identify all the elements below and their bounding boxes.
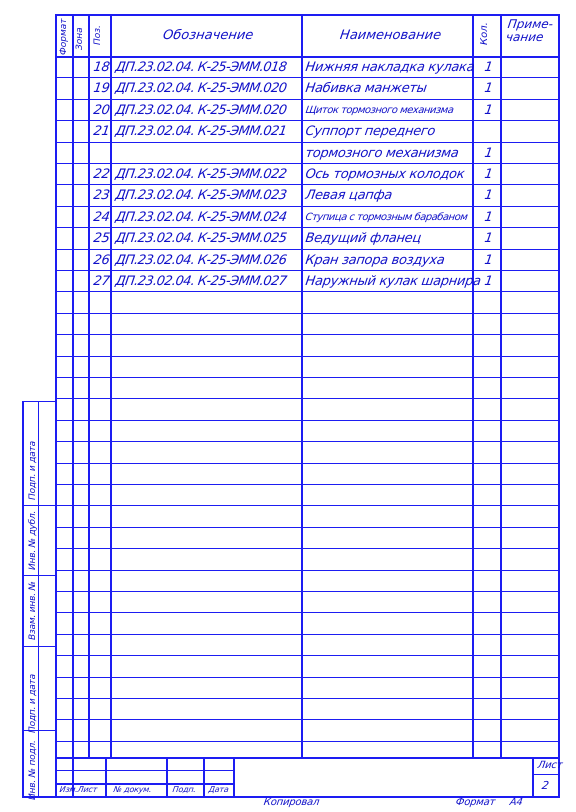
row-quantity: 1 (483, 252, 494, 268)
row-designation: ДП.23.02.04. К-25-ЭММ.020 (114, 81, 288, 97)
side-label-dup-inv: Инв. № дубл. (28, 510, 38, 570)
side-label-sign-date-1: Подп. и дата (28, 441, 38, 500)
side-stamp-line (22, 575, 56, 576)
row-line (55, 334, 558, 335)
row-name: Кран запора воздуха (304, 252, 446, 268)
title-sheet-line (532, 774, 558, 775)
row-name: Ступица с тормозным барабаном (304, 211, 468, 223)
side-stamp-line (22, 646, 56, 647)
row-line (55, 377, 558, 378)
row-line (55, 612, 558, 613)
row-designation: ДП.23.02.04. К-25-ЭММ.022 (114, 167, 288, 182)
header-name: Наименование (339, 28, 443, 43)
title-sheet-divider (532, 757, 534, 797)
title-col-line (166, 757, 168, 797)
row-quantity: 1 (483, 274, 494, 289)
row-line (55, 591, 558, 592)
footer-format-value: А4 (509, 797, 524, 808)
side-label-sign-date-2: Подп. и дата (28, 674, 38, 733)
row-line (55, 441, 558, 442)
row-designation: ДП.23.02.04. К-25-ЭММ.020 (114, 102, 288, 118)
table-row (0, 186, 576, 207)
row-designation: ДП.23.02.04. К-25-ЭММ.023 (114, 188, 288, 204)
title-sheet-label: Лист (537, 760, 564, 771)
title-sheet-number: 2 (541, 779, 550, 792)
title-row-line (55, 770, 233, 771)
title-date: Дата (208, 785, 230, 794)
row-quantity: 1 (483, 209, 494, 225)
row-line (55, 570, 558, 571)
row-position: 27 (92, 274, 111, 289)
row-line (55, 719, 558, 720)
frame-top (55, 14, 559, 16)
row-designation: ДП.23.02.04. К-25-ЭММ.025 (114, 231, 288, 247)
row-position: 21 (92, 124, 111, 140)
table-row (0, 144, 576, 165)
row-name: Ось тормозных колодок (304, 167, 466, 182)
title-sign: Подп. (172, 785, 197, 794)
table-row (0, 165, 576, 186)
row-designation: ДП.23.02.04. К-25-ЭММ.027 (114, 274, 288, 289)
row-position: 24 (92, 209, 111, 225)
row-line (55, 420, 558, 421)
row-line (55, 463, 558, 464)
row-name: Наружный кулак шарнира (304, 274, 482, 289)
side-stamp-top (22, 401, 56, 402)
row-name: тормозного механизма (304, 145, 460, 161)
side-stamp-line (22, 505, 56, 506)
row-position: 25 (92, 231, 111, 247)
row-quantity: 1 (483, 231, 494, 247)
row-name: Суппорт переднего (304, 124, 437, 140)
row-quantity: 1 (483, 167, 494, 182)
table-row (0, 79, 576, 100)
table-row (0, 272, 576, 293)
row-quantity: 1 (483, 188, 494, 204)
row-name: Ведущий фланец (304, 231, 422, 247)
table-row (0, 101, 576, 122)
row-quantity: 1 (483, 81, 494, 97)
row-designation: ДП.23.02.04. К-25-ЭММ.026 (114, 252, 288, 268)
row-line (55, 356, 558, 357)
row-position: 23 (92, 188, 111, 204)
row-quantity: 1 (483, 102, 494, 118)
row-position: 22 (92, 167, 111, 182)
header-note: Приме- чание (505, 17, 555, 44)
row-line (55, 398, 558, 399)
row-designation: ДП.23.02.04. К-25-ЭММ.021 (114, 124, 288, 140)
row-designation: ДП.23.02.04. К-25-ЭММ.018 (114, 60, 288, 75)
title-col-line (233, 757, 235, 797)
header-designation: Обозначение (162, 28, 255, 43)
title-list: Лист (77, 785, 98, 794)
header-zone: Зона (75, 27, 85, 50)
title-doc-no: № докум. (113, 785, 153, 794)
side-stamp-mid (38, 401, 39, 797)
row-position: 20 (92, 102, 111, 118)
row-position: 18 (92, 60, 111, 75)
row-line (55, 655, 558, 656)
table-row (0, 251, 576, 272)
row-name: Нижняя накладка кулака (304, 60, 476, 75)
row-line (55, 698, 558, 699)
table-row (0, 208, 576, 229)
row-line (55, 484, 558, 485)
table-row (0, 122, 576, 143)
header-format: Формат (59, 18, 69, 55)
title-top (55, 757, 558, 759)
row-position: 26 (92, 252, 111, 268)
title-col-line (203, 757, 205, 797)
side-label-orig-inv: Инв. № подл. (28, 740, 38, 800)
header-position: Поз. (93, 25, 103, 45)
title-col-line (105, 757, 107, 797)
row-quantity: 1 (483, 60, 494, 75)
row-line (55, 677, 558, 678)
row-line (55, 741, 558, 742)
row-name: Щиток тормозного механизма (304, 104, 455, 116)
row-line (55, 527, 558, 528)
row-name: Левая цапфа (304, 188, 393, 204)
header-quantity: Кол. (479, 22, 490, 45)
title-izm: Изм. (59, 785, 79, 794)
row-position: 19 (92, 81, 111, 97)
side-stamp-left (22, 401, 24, 797)
row-name: Набивка манжеты (304, 81, 428, 97)
row-line (55, 634, 558, 635)
row-line (55, 505, 558, 506)
row-quantity: 1 (483, 145, 494, 161)
row-line (55, 548, 558, 549)
footer-format-label: Формат (455, 797, 496, 808)
table-row (0, 229, 576, 250)
table-row (0, 58, 576, 79)
row-designation: ДП.23.02.04. К-25-ЭММ.024 (114, 209, 288, 225)
side-label-replace-inv: Взам. инв. № (28, 581, 38, 640)
footer-copied: Копировал (263, 797, 320, 808)
row-line (55, 313, 558, 314)
